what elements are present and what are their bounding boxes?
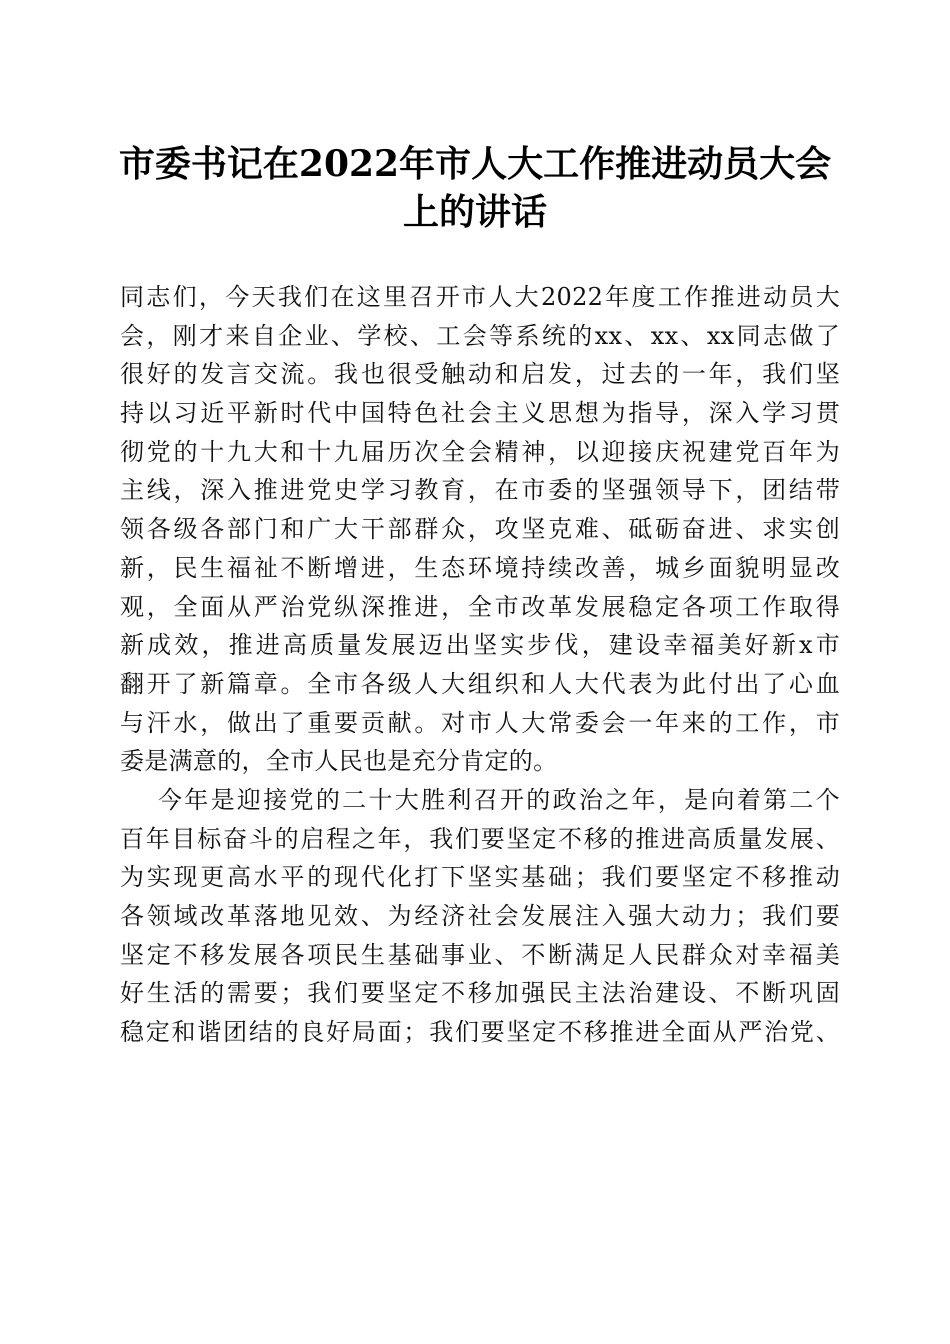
text-line: 委是满意的，全市人民也是充分肯定的。 (120, 747, 558, 776)
text-line: 坚定不移发展各项民生基础事业、不断满足人民群众对幸福美 (120, 940, 840, 969)
text-line: 主线，深入推进党史学习教育，在市委的坚强领导下，团结带 (120, 476, 840, 505)
text-line: 各领域改革落地见效、为经济社会发展注入强大动力；我们要 (120, 902, 840, 930)
text-line: 领各级各部门和广大干部群众，攻坚克难、砥砺奋进、求实创 (120, 515, 840, 544)
text-line: 新，民生福祉不断增进，生态环境持续改善，城乡面貌明显改 (120, 553, 840, 582)
text-line: 会，刚才来自企业、学校、工会等系统的xx、xx、xx同志做了 (120, 321, 840, 350)
text-line: 观，全面从严治党纵深推进，全市改革发展稳定各项工作取得 (120, 592, 840, 621)
text-line: 很好的发言交流。我也很受触动和启发，过去的一年，我们坚 (120, 360, 840, 389)
document-body (120, 278, 840, 1052)
text-line: 稳定和谐团结的良好局面；我们要坚定不移推进全面从严治党、 (120, 1018, 840, 1047)
text-line: 彻党的十九大和十九届历次全会精神，以迎接庆祝建党百年为 (120, 437, 840, 466)
text-line: 今年是迎接党的二十大胜利召开的政治之年，是向着第二个 (158, 785, 840, 814)
text-line: 新成效，推进高质量发展迈出坚实步伐，建设幸福美好新x市 (120, 631, 840, 660)
text-line: 好生活的需要；我们要坚定不移加强民主法治建设、不断巩固 (120, 979, 840, 1008)
text-line: 同志们，今天我们在这里召开市人大2022年度工作推进动员大 (120, 283, 840, 311)
text-line: 翻开了新篇章。全市各级人大组织和人大代表为此付出了心血 (120, 669, 840, 698)
text-line: 持以习近平新时代中国特色社会主义思想为指导，深入学习贯 (120, 399, 840, 428)
text-line: 百年目标奋斗的启程之年，我们要坚定不移的推进高质量发展、 (120, 824, 840, 853)
title-line: 上的讲话 (402, 191, 547, 233)
text-line: 为实现更高水平的现代化打下坚实基础；我们要坚定不移推动 (120, 863, 840, 892)
text-line: 与汗水，做出了重要贡献。对市人大常委会一年来的工作，市 (120, 708, 840, 737)
paragraph-1 (120, 278, 840, 781)
title-line: 市委书记在2022年市人大工作推进动员大会 (118, 143, 832, 185)
document-title (100, 140, 850, 236)
paragraph-2 (120, 781, 840, 1052)
